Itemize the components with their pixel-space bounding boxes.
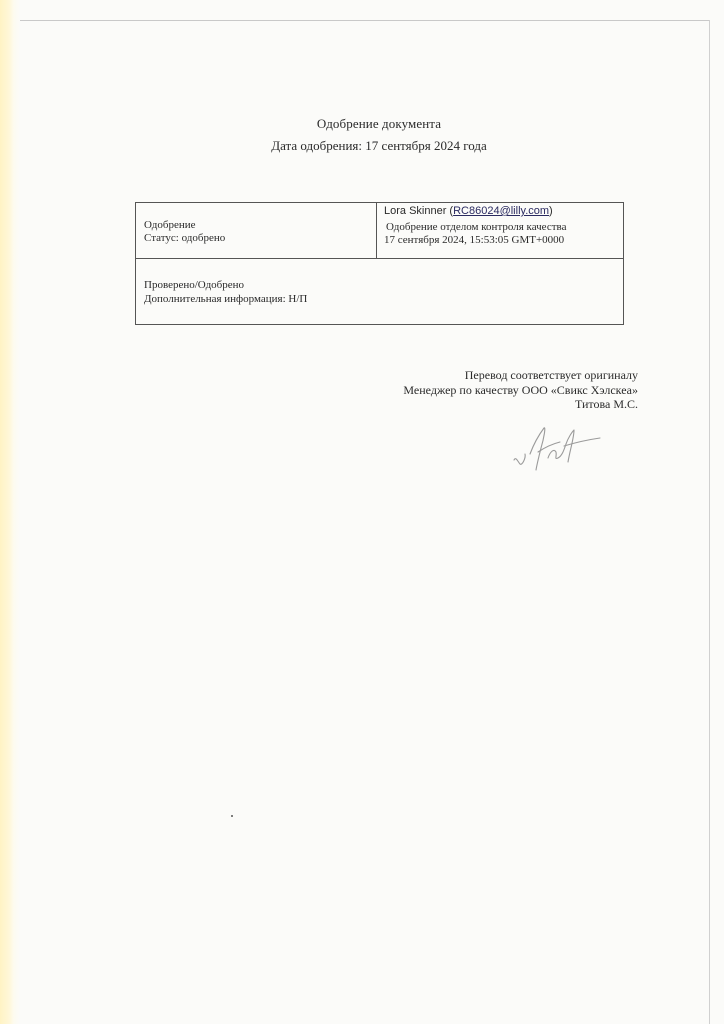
handwritten-signature <box>508 418 608 478</box>
translation-certification <box>403 368 638 412</box>
certification-line-3: Титова М.С. <box>574 397 638 411</box>
signer-line <box>384 205 553 217</box>
certification-line-2: Менеджер по качеству ООО «Свикс Хэлскеа» <box>403 382 638 397</box>
approval-date: Дата одобрения: 17 сентября 2024 года <box>271 138 487 153</box>
approval-table <box>135 202 624 325</box>
approval-cell-status <box>136 203 377 258</box>
approval-description: Одобрение отделом контроля качества <box>386 221 567 233</box>
approval-timestamp: 17 сентября 2024, 15:53:05 GMT+0000 <box>384 234 565 246</box>
page-top-edge <box>20 20 710 21</box>
verified-label: Проверено/Одобрено <box>144 279 245 291</box>
document-title: Одобрение документа <box>316 116 442 131</box>
approval-table-row-1 <box>136 203 623 259</box>
page-right-edge <box>709 20 710 1024</box>
additional-info: Дополнительная информация: Н/П <box>144 293 308 305</box>
signer-email[interactable]: RC86024@lilly.com <box>453 205 550 217</box>
approval-label: Одобрение <box>144 219 196 231</box>
signer-name: Lora Skinner ( <box>384 205 454 217</box>
approval-cell-signer <box>377 203 623 258</box>
certification-line-1: Перевод соответствует оригиналу <box>464 368 638 382</box>
approval-status: Статус: одобрено <box>144 232 226 244</box>
scan-speck <box>231 815 233 817</box>
approval-table-row-2 <box>136 259 623 324</box>
signer-close: ) <box>549 205 553 217</box>
